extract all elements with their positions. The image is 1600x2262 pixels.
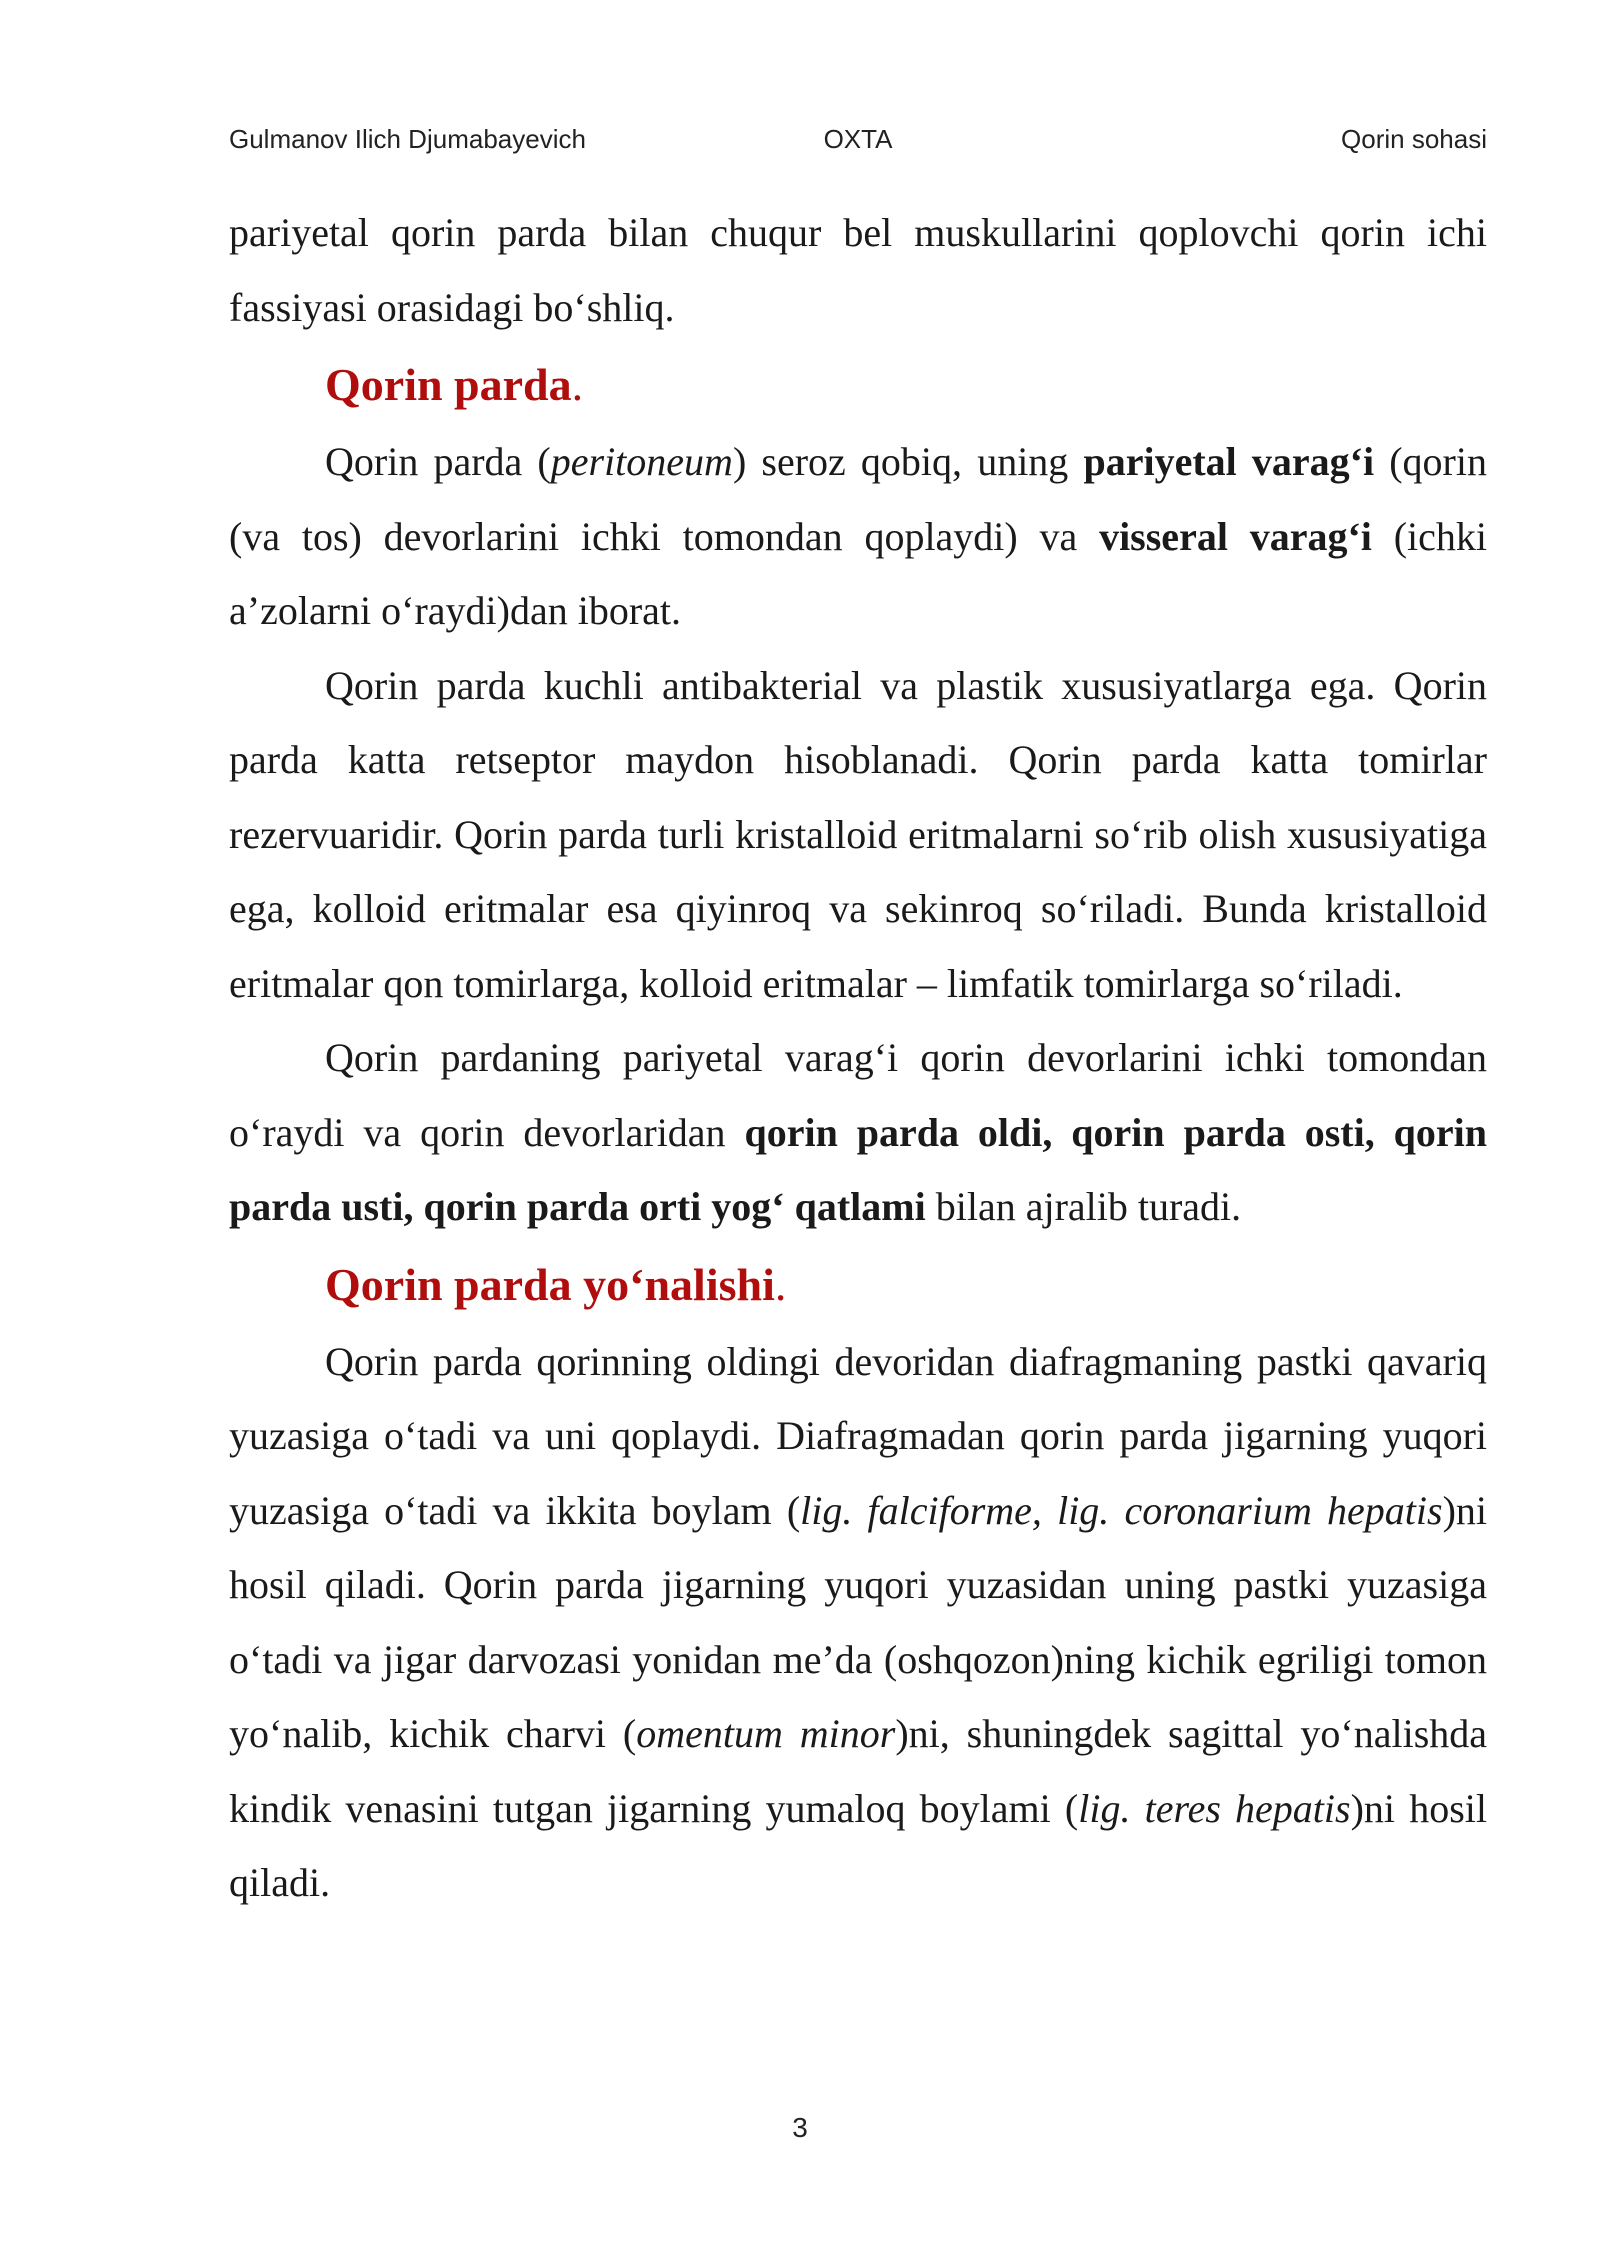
page-number: 3 [792,2112,808,2143]
bold-term: visseral varag‘i [1099,513,1372,559]
text-run: )ni hosil qiladi. Qorin parda jigarning yuqori yuzasidan uning pastki yuzasiga o‘tadi va jigar darvozasi yonidan me’da (oshqozon)ning kichik egriligi tomon yo‘nalib, kichik charvi ( [229,1487,1487,1756]
heading-dot: . [571,359,584,410]
bold-term: pariyetal varag‘i [1083,439,1375,484]
text-run: Qorin parda qorinning oldingi devoridan diafragmaning pastki qavariq yuzasiga o‘tadi va uni qoplaydi. Diafragmadan qorin parda jigarning yuqori yuzasiga o‘tadi va ikkita boylam ( [229,1338,1487,1533]
text-run: )ni, shuningdek sagittal yo‘nalishda kindik venasini tutgan jigarning yumaloq boylami ( [229,1711,1488,1831]
paragraph-peritoneum-definition [229,425,1487,649]
text-run: Qorin pardaning pariyetal varag‘i qorin devorlarini ichki tomondan o‘raydi va qorin devorlaridan [229,1035,1487,1155]
text-run: )ni hosil qiladi. [229,1785,1487,1905]
section-heading-qorin-parda [229,345,1487,425]
paragraph-direction [229,1325,1487,1921]
paragraph-parietal-layer [229,1021,1487,1245]
heading-dot: . [774,1258,787,1310]
section-heading-qorin-parda-yonalishi [229,1245,1487,1325]
text-run: ) seroz qobiq, uning [732,439,1084,484]
paragraph-properties: Qorin parda kuchli antibakterial va plastik xususiyatlarga ega. Qorin parda katta retseptor maydon hisoblanadi. Qorin parda katta tomirlar rezervuaridir. Qorin parda turli kristalloid eritmalarni so‘rib olish xususiyatiga ega, kolloid eritmalar esa qiyinroq va sekinroq so‘riladi. Bunda kristalloid eritmalar qon tomirlarga, kolloid eritmalar – limfatik tomirlarga so‘riladi. [229,662,1487,1006]
italic-term: lig. falciforme, lig. coronarium hepatis [800,1487,1443,1533]
text-run: Qorin parda ( [325,439,551,484]
heading-text: Qorin parda yo‘nalishi [325,1258,775,1310]
bold-term: qorin parda oldi, qorin parda osti, qorin parda usti, qorin parda orti yog‘ qatlami [229,1109,1488,1229]
text-run: (qorin (va tos) devorlarini ichki tomondan qoplaydi) va [229,439,1487,559]
document-body [229,196,1487,1921]
header-section: Qorin sohasi [1341,124,1487,154]
page-header [229,124,1487,158]
italic-term: peritoneum [550,439,733,484]
heading-text: Qorin parda [325,359,572,410]
text-run: (ichki a’zolarni o‘raydi)dan iborat. [229,513,1487,633]
italic-term: lig. teres hepatis [1078,1785,1351,1831]
text-run: bilan ajralib turadi. [925,1184,1242,1229]
header-author: Gulmanov Ilich Djumabayevich [229,124,586,154]
paragraph-continued: pariyetal qorin parda bilan chuqur bel muskullarini qoplovchi qorin ichi fassiyasi orasidagi bo‘shliq. [229,210,1487,330]
italic-term: omentum minor [636,1711,896,1756]
header-title: OXTA [823,124,893,154]
